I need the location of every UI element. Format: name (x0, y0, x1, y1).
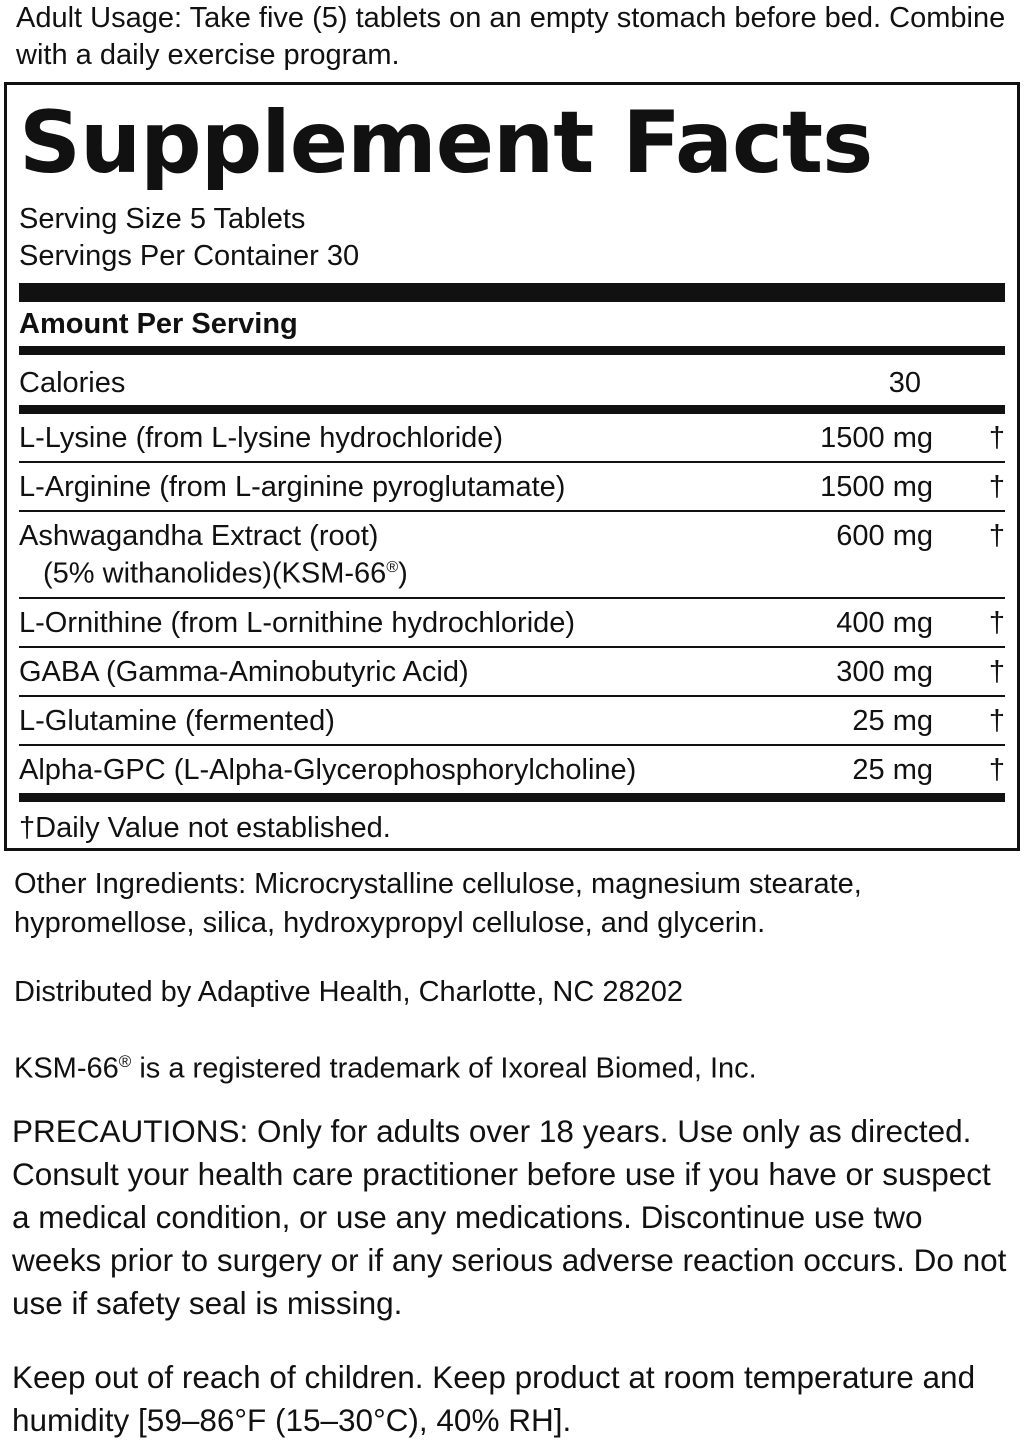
calories-label: Calories (19, 367, 126, 399)
ingredient-subtext-main: (5% withanolides)(KSM-66 (43, 557, 387, 590)
daily-value-dagger: † (988, 471, 1005, 503)
registered-symbol: ® (118, 1052, 132, 1071)
usage-instructions: Adult Usage: Take five (5) tablets on an empty stomach before bed. Combine with a daily exercise program. (16, 2, 1006, 71)
ingredient-row (19, 463, 1005, 510)
ingredient-main-name: L-Arginine (from L-arginine pyroglutamate) (19, 471, 566, 503)
ingredient-row (19, 697, 1005, 744)
daily-value-dagger: † (988, 520, 1005, 552)
serving-size: Serving Size 5 Tablets (19, 203, 306, 235)
medium-divider (19, 793, 1005, 802)
medium-divider (19, 405, 1005, 414)
ingredient-subtext (19, 552, 773, 590)
ingredient-row (19, 599, 1005, 646)
daily-value-footnote: †Daily Value not established. (19, 811, 391, 844)
ingredient-name (19, 607, 773, 639)
ingredient-main-name: L-Glutamine (fermented) (19, 704, 335, 737)
daily-value-dagger: † (988, 753, 1005, 786)
ingredient-row (19, 414, 1005, 461)
ingredient-name (19, 471, 773, 503)
ingredient-main-name: GABA (Gamma-Aminobutyric Acid) (19, 655, 469, 688)
ingredient-name (19, 656, 773, 688)
daily-value-dagger: † (988, 422, 1005, 454)
ingredient-amount: 1500 mg (820, 471, 933, 503)
ingredient-amount: 1500 mg (820, 422, 933, 454)
ingredient-name (19, 705, 773, 737)
ingredient-amount: 25 mg (852, 753, 933, 786)
trademark-mark: KSM-66 (14, 1052, 119, 1085)
ingredient-list (19, 414, 1005, 793)
thick-divider (19, 283, 1005, 302)
trademark-notice (14, 1042, 1014, 1089)
ingredient-amount: 400 mg (836, 606, 933, 639)
storage-text: Keep out of reach of children. Keep product at room temperature and humidity [59–86°F (15–30°C), 40% RH]. (12, 1359, 976, 1438)
ingredient-row (19, 648, 1005, 695)
ingredient-main-name: L-Ornithine (from L-ornithine hydrochloride) (19, 606, 576, 639)
daily-value-dagger: † (988, 606, 1005, 639)
ingredient-subtext-end: ) (398, 557, 408, 590)
ingredient-amount: 600 mg (836, 520, 933, 552)
ingredient-row (19, 746, 1005, 793)
supplement-facts-panel (4, 82, 1020, 851)
ingredient-main-name: Ashwagandha Extract (root) (19, 520, 379, 552)
daily-value-dagger: † (988, 704, 1005, 737)
distributor-line: Distributed by Adaptive Health, Charlotte, NC 28202 (14, 976, 683, 1008)
trademark-text: is a registered trademark of Ixoreal Biomed, Inc. (131, 1052, 757, 1085)
other-ingredients: Other Ingredients: Microcrystalline cellulose, magnesium stearate, hypromellose, silica, hydroxypropyl cellulose, and glycerin. (14, 868, 862, 939)
ingredient-row (19, 512, 1005, 597)
calories-value: 30 (888, 367, 921, 399)
facts-title: Supplement Facts (19, 93, 873, 193)
ingredient-amount: 25 mg (852, 704, 933, 737)
precautions-text: PRECAUTIONS: Only for adults over 18 years. Use only as directed. Consult your health care practitioner before use if you have or suspect a medical condition, or use any medications. Discontinue use two weeks prior to surgery or if any serious adverse reaction occurs. Do not use if safety seal is missing. (12, 1113, 1007, 1321)
ingredient-name (19, 754, 773, 786)
servings-per-container: Servings Per Container 30 (19, 240, 360, 272)
ingredient-main-name: L-Lysine (from L-lysine hydrochloride) (19, 422, 504, 454)
calories-row (19, 355, 1005, 405)
amount-per-serving-header: Amount Per Serving (19, 308, 298, 340)
ingredient-name (19, 520, 773, 590)
ingredient-name (19, 422, 773, 454)
medium-divider (19, 346, 1005, 355)
ingredient-main-name: Alpha-GPC (L-Alpha-Glycerophosphorylcholine) (19, 753, 637, 786)
ingredient-amount: 300 mg (836, 655, 933, 688)
daily-value-dagger: † (988, 655, 1005, 688)
registered-symbol: ® (386, 559, 399, 576)
